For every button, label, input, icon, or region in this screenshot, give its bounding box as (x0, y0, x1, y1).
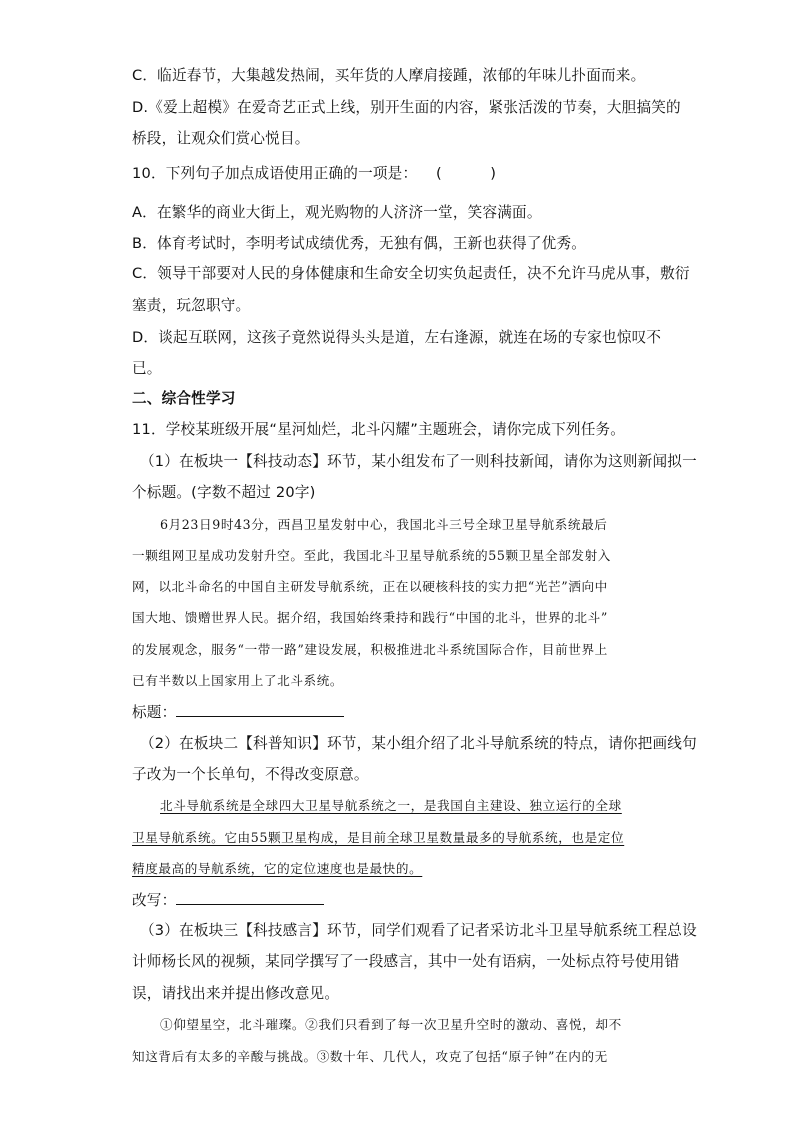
essay-line: 知这背后有太多的辛酸与挑战。③数十年、几代人，攻克了包括“原子钟”在内的无 (132, 1049, 608, 1064)
title-label: 标题： (132, 704, 177, 721)
q11-task1-line2: 个标题。(字数不超过 20字) (132, 484, 316, 501)
section-heading: 二、综合性学习 (132, 390, 236, 407)
title-answer-row (132, 702, 344, 723)
q11-task2-line1: （2）在板块二【科普知识】环节，某小组介绍了北斗导航系统的特点，请你把画线句 (140, 735, 697, 752)
q11-stem: 11．学校某班级开展“星河灿烂，北斗闪耀”主题班会，请你完成下列任务。 (132, 421, 626, 438)
q11-task2-line2: 子改为一个长单句，不得改变原意。 (132, 766, 369, 783)
news-line: 国大地、馈赠世界人民。据介绍，我国始终秉持和践行“中国的北斗，世界的北斗” (132, 610, 608, 625)
q10-stem (132, 164, 497, 184)
title-answer-blank[interactable] (176, 702, 344, 717)
news-line: 网，以北斗命名的中国自主研发导航系统，正在以硬核科技的实力把“光芒”洒向中 (132, 579, 608, 594)
q10-option-a: A．在繁华的商业大街上，观光购物的人济济一堂，笑容满面。 (132, 204, 542, 221)
news-line: 一颗组网卫星成功发射升空。至此，我国北斗卫星导航系统的55颗卫星全部发射入 (132, 548, 612, 563)
q10-stem-text: 10．下列句子加点成语使用正确的一项是： (132, 165, 418, 182)
q10-option-c-line1: C．领导干部要对人民的身体健康和生命安全切实负起责任，决不允许马虎从事，敷衍 (132, 265, 690, 282)
news-line: 6月23日9时43分，西昌卫星发射中心，我国北斗三号全球卫星导航系统最后 (160, 517, 608, 532)
q10-option-c-line2: 塞责，玩忽职守。 (132, 297, 251, 314)
rewrite-answer-row (132, 890, 324, 911)
q10-option-d-line1: D．谈起互联网，这孩子竟然说得头头是道，左右逢源，就连在场的专家也惊叹不 (132, 329, 662, 346)
essay-line: ①仰望星空，北斗璀璨。②我们只看到了每一次卫星升空时的激动、喜悦，却不 (160, 1017, 622, 1032)
q11-task3-line2: 计师杨长风的视频，某同学撰写了一段感言，其中一处有语病，一处标点符号使用错 (132, 953, 680, 970)
q9-option-d-line2: 桥段，让观众们赏心悦目。 (132, 130, 310, 147)
underlined-sentence-line: 卫星导航系统。它由55颗卫星构成，是目前全球卫星数量最多的导航系统，也是定位 (132, 830, 625, 845)
rewrite-answer-blank[interactable] (176, 890, 324, 905)
q10-option-b: B．体育考试时，李明考试成绩优秀，无独有偶，王新也获得了优秀。 (132, 235, 587, 252)
underlined-sentence-line: 北斗导航系统是全球四大卫星导航系统之一，是我国自主建设、独立运行的全球 (160, 798, 622, 813)
q9-option-c: C．临近春节，大集越发热闹，买年货的人摩肩接踵，浓郁的年味儿扑面而来。 (132, 67, 646, 84)
q11-task1-line1: （1）在板块一【科技动态】环节，某小组发布了一则科技新闻，请你为这则新闻拟一 (140, 453, 697, 470)
q10-answer-paren: ( ) (436, 165, 497, 182)
news-line: 的发展观念，服务“一带一路”建设发展，积极推进北斗系统国际合作，目前世界上 (132, 642, 608, 657)
q10-option-d-line2: 已。 (132, 360, 162, 377)
q11-task3-line3: 误，请找出来并提出修改意见。 (132, 985, 340, 1002)
rewrite-label: 改写： (132, 892, 177, 909)
q9-option-d-line1: D.《爱上超模》在爱奇艺正式上线，别开生面的内容，紧张活泼的节奏，大胆搞笑的 (132, 99, 681, 116)
news-line: 已有半数以上国家用上了北斗系统。 (132, 673, 344, 688)
q11-task3-line1: （3）在板块三【科技感言】环节，同学们观看了记者采访北斗卫星导航系统工程总设 (140, 922, 697, 939)
underlined-sentence-line: 精度最高的导航系统，它的定位速度也是最快的。 (132, 861, 423, 876)
